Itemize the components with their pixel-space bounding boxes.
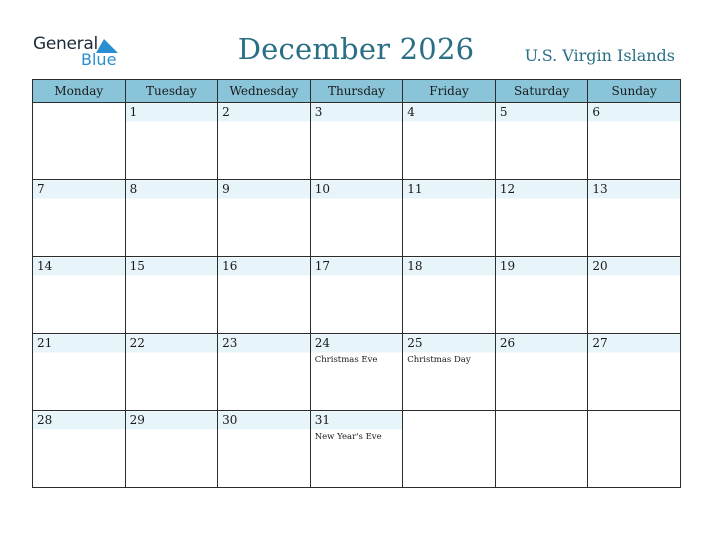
day-number: 4 bbox=[407, 105, 415, 119]
calendar-weeks bbox=[33, 103, 681, 488]
weekday-header: Tuesday bbox=[125, 80, 218, 103]
day-cell bbox=[495, 334, 588, 411]
day-number: 2 bbox=[222, 105, 230, 119]
day-cell bbox=[403, 103, 496, 180]
day-cell bbox=[495, 103, 588, 180]
day-cell bbox=[33, 334, 126, 411]
weekday-header: Saturday bbox=[495, 80, 588, 103]
day-number: 12 bbox=[499, 182, 516, 196]
day-cell bbox=[218, 334, 311, 411]
day-cell bbox=[403, 334, 496, 411]
day-number: 8 bbox=[129, 182, 138, 196]
week-row bbox=[33, 257, 681, 334]
day-number: 5 bbox=[499, 105, 508, 119]
day-cell bbox=[310, 257, 403, 334]
day-number bbox=[403, 411, 495, 412]
day-cell bbox=[588, 411, 681, 488]
day-cell bbox=[588, 257, 681, 334]
day-cell bbox=[218, 180, 311, 257]
logo-text-general: General bbox=[33, 34, 98, 54]
weekday-header: Thursday bbox=[310, 80, 403, 103]
day-number: 11 bbox=[407, 182, 423, 196]
holiday-label: New Year's Eve bbox=[314, 432, 382, 442]
day-cell bbox=[33, 257, 126, 334]
day-number: 10 bbox=[314, 182, 330, 196]
holiday-label: Christmas Day bbox=[407, 355, 471, 365]
day-number: 25 bbox=[407, 336, 423, 350]
day-number bbox=[588, 411, 680, 412]
day-cell bbox=[125, 103, 218, 180]
day-cell bbox=[588, 334, 681, 411]
day-cell bbox=[495, 180, 588, 257]
calendar-title: December 2026 bbox=[237, 32, 475, 66]
week-row bbox=[33, 103, 681, 180]
weekday-header: Monday bbox=[33, 80, 126, 103]
weekday-header: Friday bbox=[403, 80, 496, 103]
day-cell bbox=[125, 180, 218, 257]
day-cell bbox=[125, 257, 218, 334]
day-number: 31 bbox=[314, 413, 330, 427]
day-number: 26 bbox=[499, 336, 516, 350]
day-number: 14 bbox=[37, 259, 53, 273]
day-number: 17 bbox=[314, 259, 330, 273]
month-calendar bbox=[32, 79, 681, 488]
region-label: U.S. Virgin Islands bbox=[524, 46, 675, 65]
day-number: 27 bbox=[592, 336, 608, 350]
week-row bbox=[33, 334, 681, 411]
day-number: 16 bbox=[222, 259, 238, 273]
weekday-header: Sunday bbox=[588, 80, 681, 103]
day-number: 18 bbox=[407, 259, 423, 273]
day-cell bbox=[218, 257, 311, 334]
day-cell bbox=[125, 334, 218, 411]
day-cell bbox=[403, 180, 496, 257]
day-number: 6 bbox=[592, 105, 601, 119]
day-number: 13 bbox=[592, 182, 608, 196]
day-cell bbox=[218, 103, 311, 180]
day-cell bbox=[310, 411, 403, 488]
week-row bbox=[33, 180, 681, 257]
day-cell bbox=[310, 180, 403, 257]
day-number bbox=[33, 103, 125, 104]
day-number: 21 bbox=[37, 336, 53, 350]
day-number: 28 bbox=[37, 413, 53, 427]
logo-text-blue: Blue bbox=[81, 50, 117, 69]
day-cell bbox=[310, 103, 403, 180]
weekday-header: Wednesday bbox=[218, 80, 311, 103]
day-cell bbox=[125, 411, 218, 488]
day-number: 15 bbox=[129, 259, 145, 273]
day-number bbox=[496, 411, 588, 412]
day-cell bbox=[495, 411, 588, 488]
holiday-label: Christmas Eve bbox=[314, 355, 378, 365]
day-number: 30 bbox=[222, 413, 238, 427]
day-number: 24 bbox=[314, 336, 330, 350]
weekday-header-row bbox=[33, 80, 681, 103]
day-number: 23 bbox=[222, 336, 238, 350]
day-cell bbox=[33, 180, 126, 257]
day-number: 29 bbox=[129, 413, 145, 427]
day-number: 19 bbox=[499, 259, 516, 273]
day-cell bbox=[588, 103, 681, 180]
day-cell bbox=[403, 257, 496, 334]
day-cell bbox=[403, 411, 496, 488]
day-number: 1 bbox=[129, 105, 138, 119]
day-cell bbox=[495, 257, 588, 334]
day-number: 20 bbox=[592, 259, 608, 273]
day-cell bbox=[310, 334, 403, 411]
week-row bbox=[33, 411, 681, 488]
day-number: 9 bbox=[222, 182, 230, 196]
day-number: 3 bbox=[314, 105, 323, 119]
day-cell bbox=[588, 180, 681, 257]
day-number: 7 bbox=[37, 182, 45, 196]
day-cell bbox=[33, 103, 126, 180]
day-cell bbox=[33, 411, 126, 488]
day-cell bbox=[218, 411, 311, 488]
day-number: 22 bbox=[129, 336, 145, 350]
